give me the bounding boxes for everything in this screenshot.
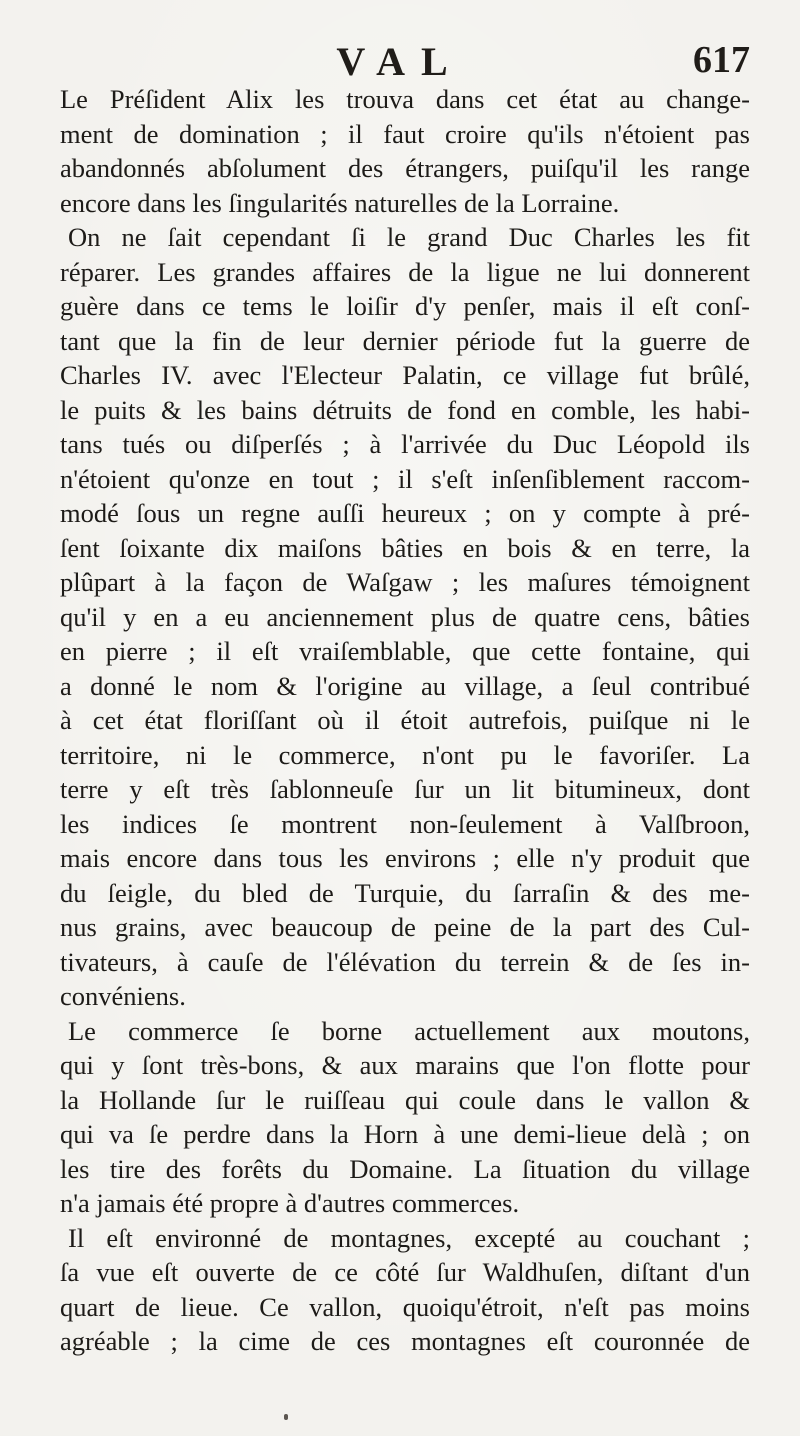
running-head: VAL <box>336 39 464 84</box>
text-line: nus grains, avec beaucoup de peine de la part des Cul- <box>60 912 750 942</box>
text-line: modé ſous un regne auſſi heureux ; on y compte à pré- <box>60 498 750 528</box>
text-line: agréable ; la cime de ces montagnes eſt couronnée de <box>60 1326 750 1356</box>
text-line: ſa vue eſt ouverte de ce côté ſur Waldhuſen, diſtant d'un <box>60 1257 750 1287</box>
text-line: à cet état floriſſant où il étoit autrefois, puiſque ni le <box>60 705 750 735</box>
text-line: Le Préſident Alix les trouva dans cet état au change- <box>60 84 750 114</box>
text-line: guère dans ce tems le loiſir d'y penſer, mais il eſt conſ- <box>60 291 750 321</box>
text-line: encore dans les ſingularités naturelles de la Lorraine. <box>60 187 620 218</box>
text-line: réparer. Les grandes affaires de la ligue ne lui donnerent <box>60 256 750 287</box>
text-line: qu'il y en a eu anciennement plus de quatre cens, bâties <box>60 601 750 632</box>
text-line: tans tués ou diſperſés ; à l'arrivée du Duc Léopold ils <box>60 429 750 459</box>
text-line: territoire, ni le commerce, n'ont pu le favoriſer. La <box>60 739 750 770</box>
text-line: Il eſt environné de montagnes, excepté au couchant ; <box>68 1222 750 1253</box>
text-line: tivateurs, à cauſe de l'élévation du terrein & de ſes in- <box>60 946 750 977</box>
text-line: mais encore dans tous les environs ; elle n'y produit que <box>60 843 750 873</box>
text-line: en pierre ; il eſt vraiſemblable, que cette fontaine, qui <box>60 636 750 666</box>
text-line: Le commerce ſe borne actuellement aux moutons, <box>68 1015 750 1046</box>
text-line: convéniens. <box>60 981 186 1011</box>
text-line: les tire des forêts du Domaine. La ſituation du village <box>60 1153 750 1184</box>
text-line: Charles IV. avec l'Electeur Palatin, ce village fut brûlé, <box>60 360 750 390</box>
text-line: ment de domination ; il faut croire qu'ils n'étoient pas <box>60 118 750 149</box>
text-line: les indices ſe montrent non-ſeulement à Valſbroon, <box>60 808 750 839</box>
text-line: la Hollande ſur le ruiſſeau qui coule dans le vallon & <box>60 1084 750 1115</box>
text-line: On ne ſait cependant ſi le grand Duc Charles les fit <box>68 222 750 252</box>
text-line: le puits & les bains détruits de fond en comble, les habi- <box>60 394 750 425</box>
text-line: n'a jamais été propre à d'autres commerces. <box>60 1188 520 1218</box>
text-line: terre y eſt très ſablonneuſe ſur un lit bitumineux, dont <box>60 774 750 804</box>
text-line: a donné le nom & l'origine au village, a ſeul contribué <box>60 670 750 701</box>
text-line: ſent ſoixante dix maiſons bâties en bois & en terre, la <box>60 532 750 563</box>
ink-speck <box>284 1414 288 1420</box>
text-line: plûpart à la façon de Waſgaw ; les maſures témoignent <box>60 567 750 597</box>
text-line: n'étoient qu'onze en tout ; il s'eſt inſenſiblement raccom- <box>60 463 750 494</box>
text-line: abandonnés abſolument des étrangers, puiſqu'il les range <box>60 153 750 183</box>
text-line: qui y ſont très-bons, & aux marains que l'on flotte pour <box>60 1050 750 1080</box>
page-number: 617 <box>693 39 750 81</box>
text-line: du ſeigle, du bled de Turquie, du ſarraſin & des me- <box>60 877 750 908</box>
text-line: tant que la fin de leur dernier période fut la guerre de <box>60 325 750 356</box>
body-text <box>60 82 750 1359</box>
text-line: qui va ſe perdre dans la Horn à une demi-lieue delà ; on <box>60 1119 750 1149</box>
text-line: quart de lieue. Ce vallon, quoiqu'étroit, n'eſt pas moins <box>60 1291 750 1322</box>
